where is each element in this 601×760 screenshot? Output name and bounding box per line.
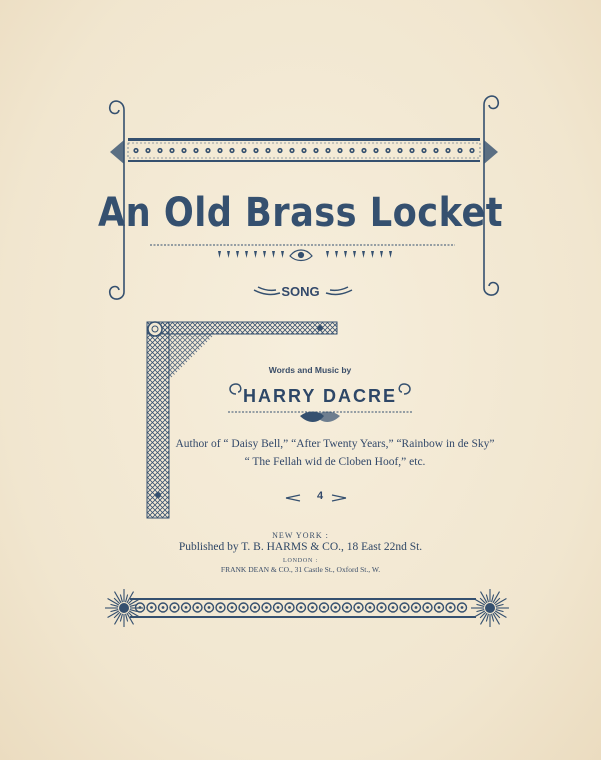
author-line-2: “ The Fellah wid de Cloben Hoof,” etc.: [244, 456, 426, 468]
bottom-ornamental-border: [0, 578, 601, 638]
publisher-line: Published by T. B. HARMS & CO., 18 East 22nd St.: [178, 541, 423, 553]
london-city: LONDON :: [283, 558, 318, 564]
publisher-city: NEW YORK :: [272, 531, 329, 540]
edition-number: 4: [316, 490, 324, 502]
genre-label: SONG: [281, 284, 320, 299]
london-publisher: FRANK DEAN & CO., 31 Castle St., Oxford St., W.: [220, 565, 381, 574]
credit-line: Words and Music by: [268, 365, 352, 375]
author-credits: [140, 435, 530, 471]
song-title: An Old Brass Locket: [97, 190, 504, 236]
top-ornamental-border: [0, 0, 601, 300]
author-line-1: Author of “ Daisy Bell,” “After Twenty Years,” “Rainbow in de Sky”: [175, 438, 495, 450]
composer-name: HARRY DACRE: [242, 386, 397, 406]
